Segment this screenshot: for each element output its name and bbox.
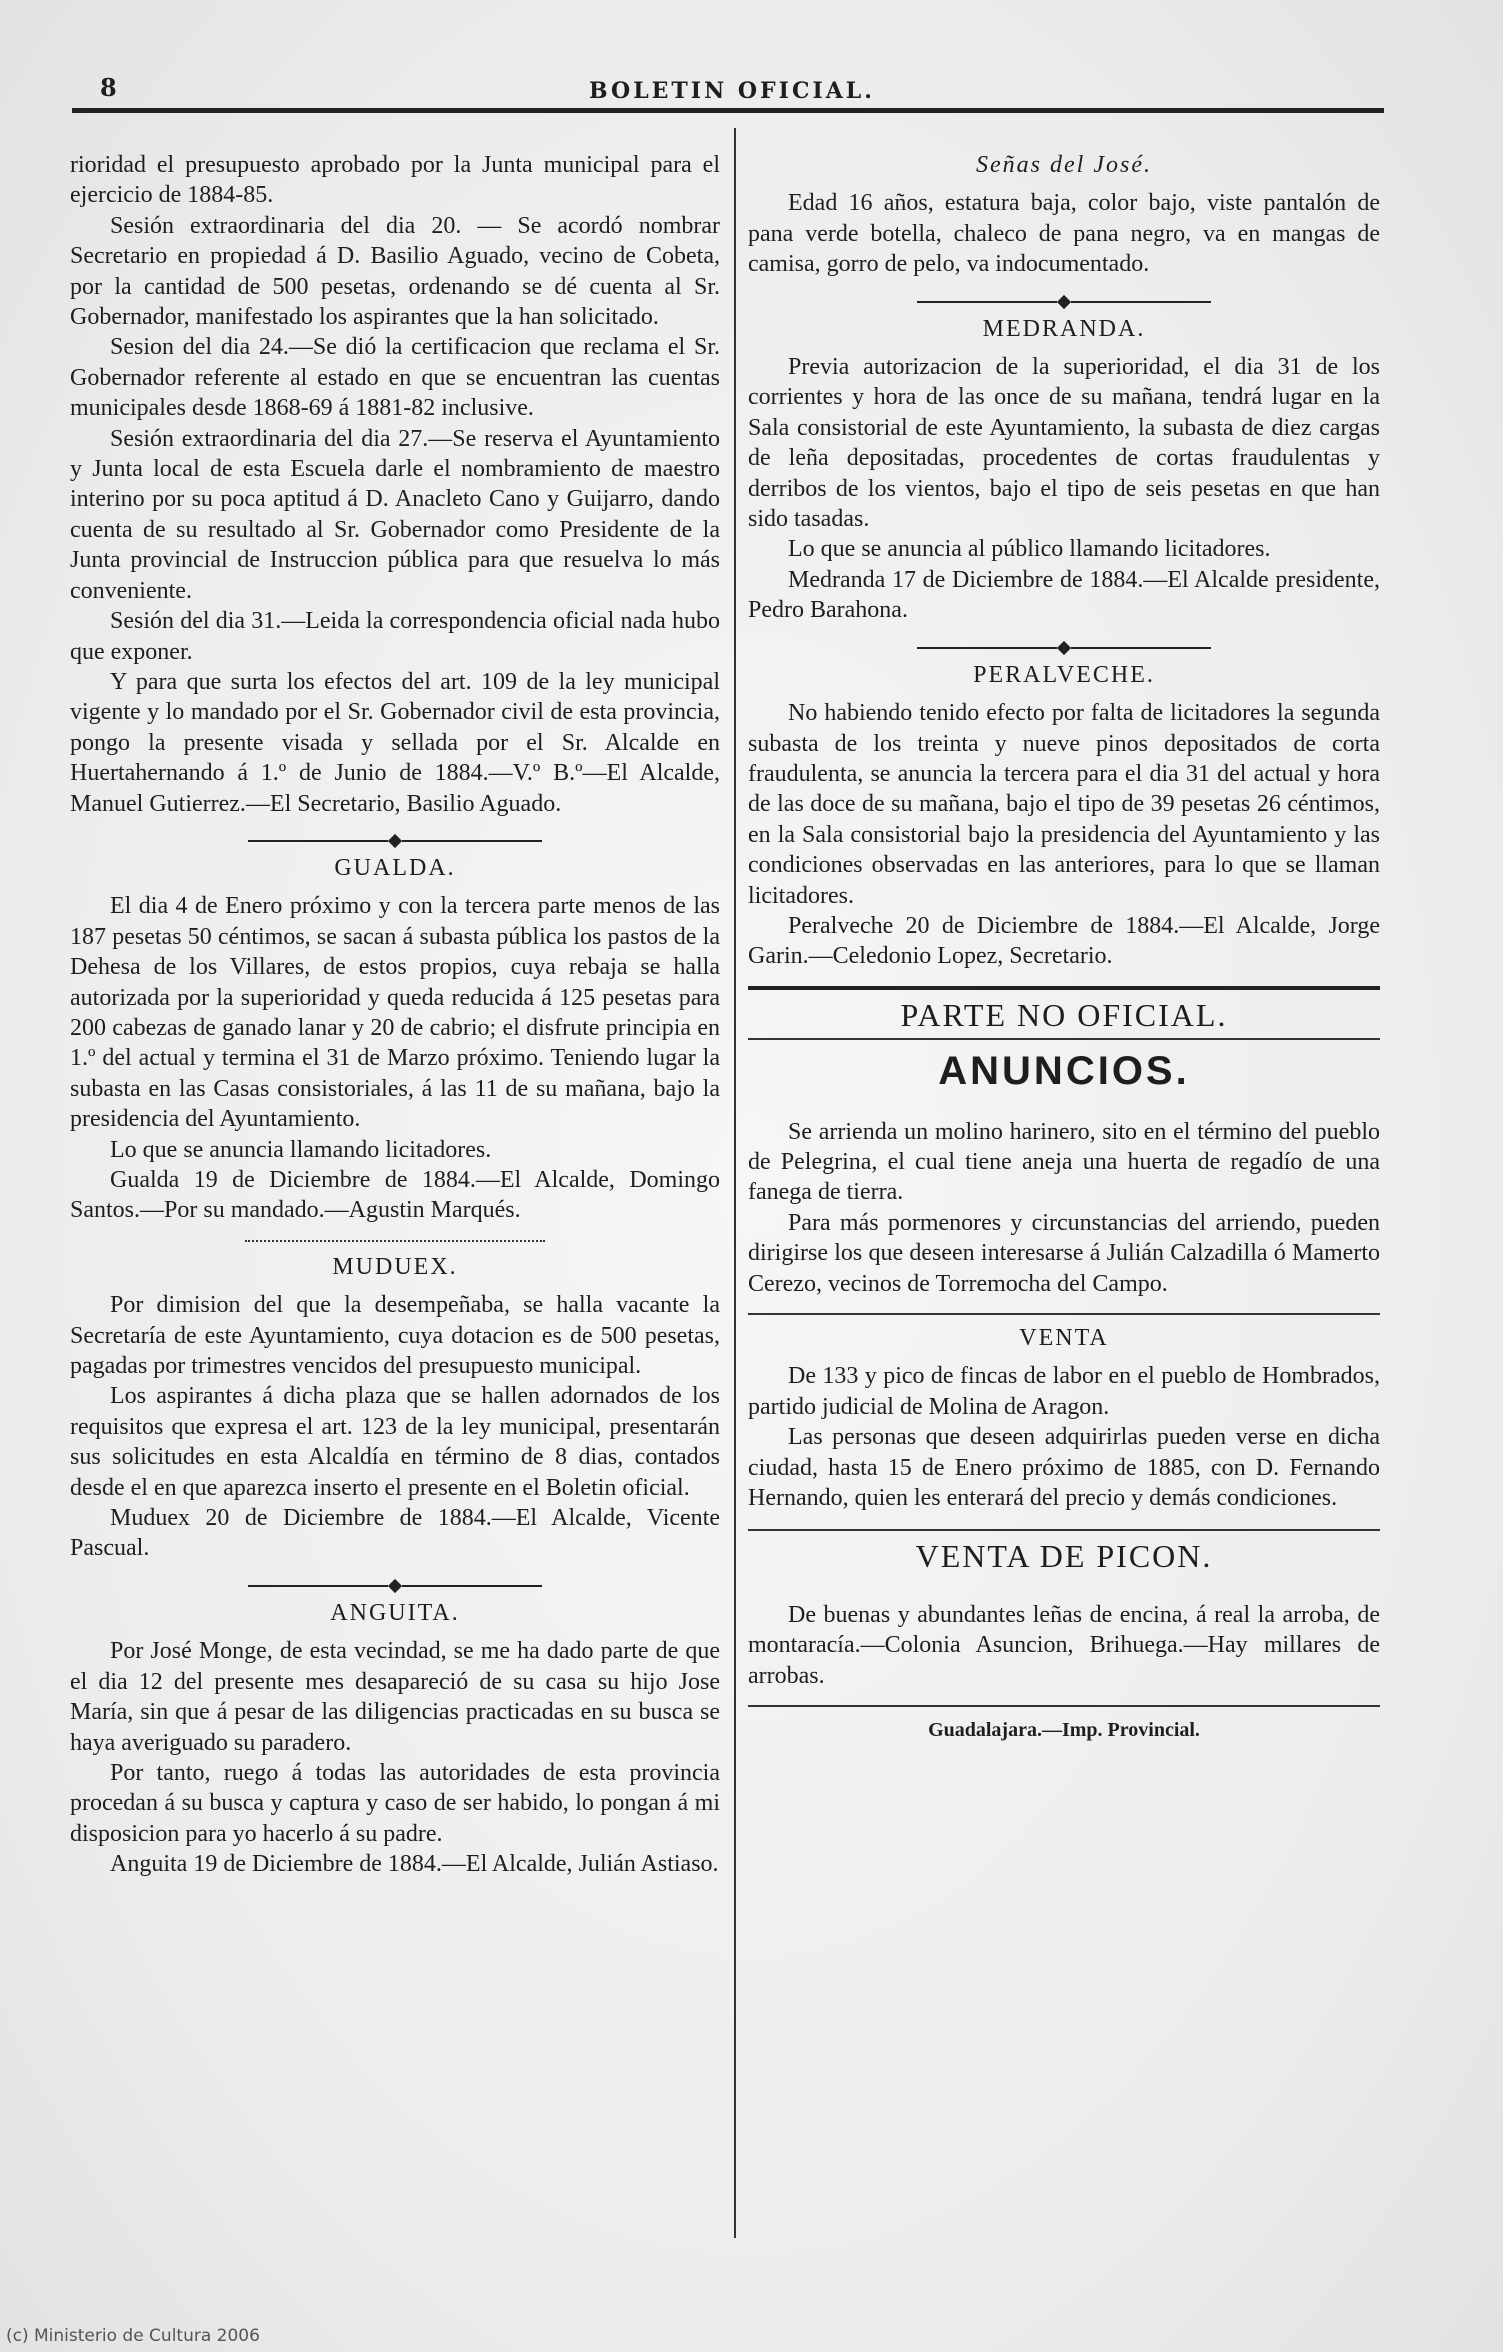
paragraph: Medranda 17 de Diciembre de 1884.—El Alcalde presidente, Pedro Barahona. xyxy=(748,566,1380,624)
paragraph: Por José Monge, de esta vecindad, se me ha dado parte de que el dia 12 del presente mes desapareció de su casa su hijo Jose María, sin que á pesar de las diligencias practicadas en su busca se haya averiguado su paradero. xyxy=(70,1638,720,1756)
anuncios-title: ANUNCIOS. xyxy=(938,1049,1190,1094)
thin-rule xyxy=(748,1313,1380,1315)
section-ornament xyxy=(70,835,720,847)
paragraph: Las personas que deseen adquirirlas pueden verse en dicha ciudad, hasta 15 de Enero próximo de 1885, con D. Fernando Hernando, quien les enterará del precio y demás condiciones. xyxy=(748,1424,1380,1512)
page-number: 8 xyxy=(100,73,118,102)
paragraph: Anguita 19 de Diciembre de 1884.—El Alcalde, Julián Astiaso. xyxy=(110,1851,719,1878)
section-title-venta: VENTA xyxy=(1019,1325,1109,1351)
heavy-rule xyxy=(748,986,1380,990)
section-ornament xyxy=(70,1580,720,1592)
section-title-gualda: GUALDA. xyxy=(334,854,456,881)
right-column xyxy=(748,150,1380,1745)
thin-rule xyxy=(748,1038,1380,1040)
paragraph: Sesion del dia 24.—Se dió la certificacion que reclama el Sr. Gobernador referente al estado en que se encuentran las cuentas municipales desde 1868-69 á 1881-82 inclusive. xyxy=(70,334,720,422)
left-column xyxy=(70,150,720,1880)
section-title-peralveche: PERALVECHE. xyxy=(973,661,1155,688)
thin-rule xyxy=(748,1529,1380,1531)
thin-rule xyxy=(748,1705,1380,1707)
paragraph: Por tanto, ruego á todas las autoridades de esta provincia procedan á su busca y captura y caso de ser habido, lo pongan á mi disposicion para yo hacerlo á su padre. xyxy=(70,1759,720,1847)
paragraph: Previa autorizacion de la superioridad, el dia 31 de los corrientes y hora de las once de su mañana, tendrá lugar en la Sala consistorial de este Ayuntamiento, la subasta de diez cargas de leña depositadas, procedentes de cortas fraudulentas y derribos de los vientos, bajo el tipo de seis pesetas en que han sido tasadas. xyxy=(748,354,1380,533)
paragraph: Muduex 20 de Diciembre de 1884.—El Alcalde, Vicente Pascual. xyxy=(70,1505,720,1562)
page-header xyxy=(72,64,1392,104)
paragraph: Peralveche 20 de Diciembre de 1884.—El Alcalde, Jorge Garin.—Celedonio Lopez, Secretario. xyxy=(748,912,1380,970)
section-title-medranda: MEDRANDA. xyxy=(982,315,1146,342)
paragraph: Los aspirantes á dicha plaza que se hallen adornados de los requisitos que expresa el art. 123 de la ley municipal, presentarán sus solicitudes en esta Alcaldía en término de 8 dias, contados desde el en que aparezca inserto el presente en el Boletin oficial. xyxy=(70,1383,720,1501)
paragraph: Y para que surta los efectos del art. 109 de la ley municipal vigente y lo mandado por el Sr. Gobernador civil de esta provincia, pongo la presente visada y sellada por el Sr. Alcalde en Huertahernando á 1.º de Junio de 1884.—V.º B.º—El Alcalde, Manuel Gutierrez.—El Secretario, Basilio Aguado. xyxy=(70,668,720,817)
column-divider xyxy=(734,128,736,2238)
paragraph: No habiendo tenido efecto por falta de licitadores la segunda subasta de los treinta y nueve pinos depositados de corta fraudulenta, se anuncia la tercera para el dia 31 del actual y hora de las doce de su mañana, bajo el tipo de 39 pesetas 26 céntimos, en la Sala consistorial bajo la presidencia del Ayuntamiento y las condiciones observadas en las anteriores, para lo que se llaman licitadores. xyxy=(748,700,1380,909)
paragraph: Edad 16 años, estatura baja, color bajo, viste pantalón de pana verde botella, chaleco de pana negro, va en mangas de camisa, gorro de pelo, va indocumentado. xyxy=(748,190,1380,278)
paragraph: Lo que se anuncia llamando licitadores. xyxy=(110,1136,492,1163)
section-title-anguita: ANGUITA. xyxy=(330,1599,460,1626)
paragraph: De 133 y pico de fincas de labor en el pueblo de Hombrados, partido judicial de Molina de Aragon. xyxy=(748,1363,1380,1420)
copyright-notice: (c) Ministerio de Cultura 2006 xyxy=(6,2326,260,2346)
section-ornament xyxy=(748,642,1380,654)
paragraph: Lo que se anuncia al público llamando licitadores. xyxy=(788,536,1271,563)
imprint: Guadalajara.—Imp. Provincial. xyxy=(928,1719,1200,1742)
paragraph: Sesión extraordinaria del dia 27.—Se reserva el Ayuntamiento y Junta local de esta Escuela darle el nombramiento de maestro interino por su poca aptitud á D. Anacleto Cano y Guijarro, dando cuenta de su resultado al Sr. Gobernador como Presidente de la Junta provincial de Instruccion pública para que resuelva lo más conveniente. xyxy=(70,425,720,604)
venta-picon-title: VENTA DE PICON. xyxy=(915,1538,1213,1575)
paragraph: Por dimision del que la desempeñaba, se halla vacante la Secretaría de este Ayuntamiento, cuya dotacion es de 500 pesetas, pagadas por trimestres vencidos del presupuesto municipal. xyxy=(70,1292,720,1380)
running-title: BOLETIN OFICIAL. xyxy=(589,78,875,104)
paragraph: rioridad el presupuesto aprobado por la Junta municipal para el ejercicio de 1884-85. xyxy=(70,152,720,209)
section-divider xyxy=(245,1240,545,1246)
paragraph: El dia 4 de Enero próximo y con la tercera parte menos de las 187 pesetas 50 céntimos, se sacan á subasta pública los pastos de la Dehesa de los Villares, de estos propios, cuya rebaja se halla autorizada por la superioridad y queda reducida á 125 pesetas para 200 cabezas de ganado lanar y 20 de cabrio; el disfrute principia en 1.º del actual y termina el 31 de Marzo próximo. Teniendo lugar la subasta en las Casas consistoriales, á las 11 de su mañana, bajo la presidencia del Ayuntamiento. xyxy=(70,893,720,1133)
parte-no-oficial-title: PARTE NO OFICIAL. xyxy=(900,996,1228,1033)
paragraph: Para más pormenores y circunstancias del arriendo, pueden dirigirse los que deseen interesarse á Julián Calzadilla ó Mamerto Cerezo, vecinos de Torremocha del Campo. xyxy=(748,1209,1380,1297)
section-ornament xyxy=(748,296,1380,308)
section-title-senas: Señas del José. xyxy=(976,152,1152,178)
header-rule xyxy=(72,108,1384,113)
paragraph: Se arrienda un molino harinero, sito en el término del pueblo de Pelegrina, el cual tiene aneja una huerta de regadío de una fanega de tierra. xyxy=(748,1118,1380,1206)
paragraph: De buenas y abundantes leñas de encina, á real la arroba, de montaracía.—Colonia Asuncion, Brihuega.—Hay millares de arrobas. xyxy=(748,1601,1380,1689)
paragraph: Gualda 19 de Diciembre de 1884.—El Alcalde, Domingo Santos.—Por su mandado.—Agustin Marqués. xyxy=(70,1167,720,1224)
paragraph: Sesión del dia 31.—Leida la correspondencia oficial nada hubo que exponer. xyxy=(70,608,720,665)
paragraph: Sesión extraordinaria del dia 20. — Se acordó nombrar Secretario en propiedad á D. Basilio Aguado, vecino de Cobeta, por la cantidad de 500 pesetas, ordenando se dé cuenta al Sr. Gobernador, manifestado los aspirantes que la han solicitado. xyxy=(70,212,720,331)
section-title-muduex: MUDUEX. xyxy=(332,1253,458,1280)
